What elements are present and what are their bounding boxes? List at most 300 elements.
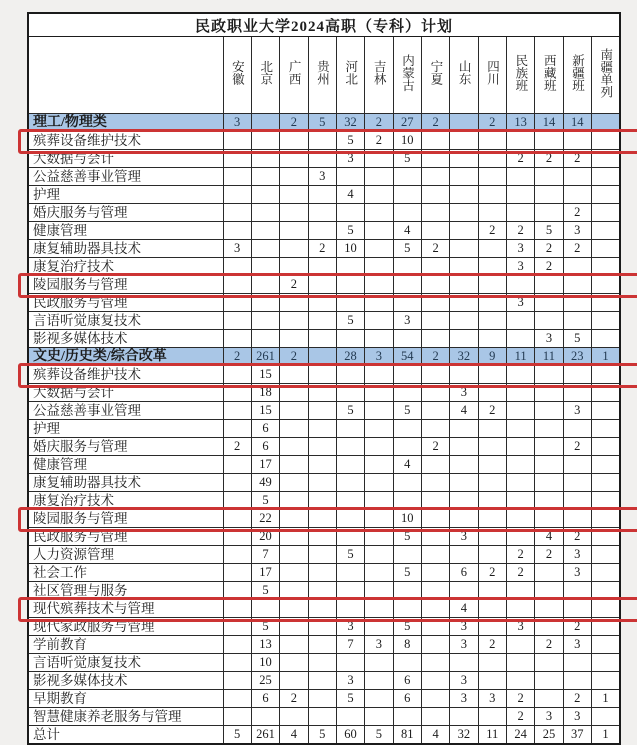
column-header [223, 37, 251, 114]
cell-value: 17 [251, 564, 279, 582]
cell-value: 1 [591, 690, 619, 708]
cell-value: 1 [591, 348, 619, 366]
cell-value [506, 384, 534, 402]
cell-value: 2 [365, 132, 393, 150]
cell-value [308, 384, 336, 402]
cell-value [251, 258, 279, 276]
cell-value [421, 204, 449, 222]
cell-value [365, 240, 393, 258]
cell-value [223, 402, 251, 420]
cell-value [563, 672, 591, 690]
table-row [28, 528, 620, 546]
cell-value [365, 222, 393, 240]
cell-value: 3 [535, 330, 563, 348]
cell-value [223, 672, 251, 690]
cell-value [251, 150, 279, 168]
table-row [28, 222, 620, 240]
cell-value [450, 438, 478, 456]
cell-value [280, 546, 308, 564]
cell-value: 20 [251, 528, 279, 546]
cell-value [308, 672, 336, 690]
cell-value [563, 654, 591, 672]
cell-value [336, 456, 364, 474]
cell-value [280, 492, 308, 510]
cell-value [591, 204, 619, 222]
column-header-label: 吉林 [372, 60, 387, 85]
cell-value [478, 294, 506, 312]
cell-value [308, 132, 336, 150]
cell-value: 2 [478, 222, 506, 240]
cell-value: 81 [393, 726, 421, 745]
cell-value [365, 618, 393, 636]
program-label: 婚庆服务与管理 [28, 438, 223, 456]
cell-value: 49 [251, 474, 279, 492]
cell-value [393, 330, 421, 348]
cell-value [223, 546, 251, 564]
cell-value [478, 546, 506, 564]
cell-value [591, 636, 619, 654]
program-label: 言语听觉康复技术 [28, 654, 223, 672]
cell-value: 3 [223, 240, 251, 258]
cell-value: 2 [563, 204, 591, 222]
cell-value [223, 366, 251, 384]
cell-value [450, 366, 478, 384]
cell-value: 2 [280, 690, 308, 708]
table-row [28, 132, 620, 150]
cell-value [336, 582, 364, 600]
cell-value [393, 600, 421, 618]
cell-value [591, 420, 619, 438]
cell-value [535, 168, 563, 186]
cell-value [280, 258, 308, 276]
column-header [336, 37, 364, 114]
cell-value [280, 384, 308, 402]
table-row [28, 600, 620, 618]
cell-value: 23 [563, 348, 591, 366]
cell-value [563, 312, 591, 330]
cell-value [478, 132, 506, 150]
table-body [28, 114, 620, 745]
cell-value [336, 654, 364, 672]
cell-value: 11 [506, 348, 534, 366]
cell-value [506, 330, 534, 348]
cell-value [421, 708, 449, 726]
program-label: 影视多媒体技术 [28, 672, 223, 690]
cell-value [280, 186, 308, 204]
cell-value: 3 [450, 636, 478, 654]
cell-value: 5 [251, 582, 279, 600]
program-label: 大数据与会计 [28, 150, 223, 168]
cell-value: 7 [336, 636, 364, 654]
cell-value [308, 312, 336, 330]
cell-value [535, 294, 563, 312]
cell-value [308, 636, 336, 654]
program-label: 殡葬设备维护技术 [28, 366, 223, 384]
cell-value: 3 [563, 222, 591, 240]
cell-value [421, 618, 449, 636]
cell-value [450, 150, 478, 168]
program-label: 康复辅助器具技术 [28, 240, 223, 258]
cell-value [223, 708, 251, 726]
cell-value [223, 528, 251, 546]
cell-value [308, 708, 336, 726]
cell-value [393, 582, 421, 600]
cell-value: 3 [450, 384, 478, 402]
cell-value [393, 654, 421, 672]
cell-value [308, 366, 336, 384]
cell-value [450, 258, 478, 276]
cell-value [336, 168, 364, 186]
cell-value [478, 672, 506, 690]
column-header-row [28, 37, 620, 114]
cell-value: 2 [280, 276, 308, 294]
cell-value [421, 690, 449, 708]
cell-value: 2 [478, 636, 506, 654]
cell-value [478, 168, 506, 186]
cell-value: 2 [506, 546, 534, 564]
cell-value: 2 [563, 690, 591, 708]
program-label: 护理 [28, 420, 223, 438]
cell-value: 5 [393, 150, 421, 168]
cell-value [393, 294, 421, 312]
column-header-label: 西藏班 [542, 53, 557, 92]
cell-value [591, 582, 619, 600]
program-label: 言语听觉康复技术 [28, 312, 223, 330]
cell-value [563, 366, 591, 384]
table-row [28, 168, 620, 186]
cell-value [365, 546, 393, 564]
cell-value: 14 [563, 114, 591, 132]
cell-value [365, 384, 393, 402]
section-header-row [28, 114, 620, 132]
cell-value [591, 366, 619, 384]
cell-value: 27 [393, 114, 421, 132]
program-label: 康复治疗技术 [28, 492, 223, 510]
cell-value [336, 564, 364, 582]
cell-value [365, 168, 393, 186]
cell-value [223, 294, 251, 312]
cell-value [535, 672, 563, 690]
cell-value [535, 618, 563, 636]
cell-value: 24 [506, 726, 534, 745]
cell-value [450, 240, 478, 258]
cell-value [450, 204, 478, 222]
cell-value [365, 312, 393, 330]
cell-value [535, 438, 563, 456]
cell-value [421, 132, 449, 150]
cell-value: 5 [251, 618, 279, 636]
cell-value: 2 [535, 258, 563, 276]
table-row [28, 672, 620, 690]
cell-value [308, 204, 336, 222]
cell-value: 5 [223, 726, 251, 745]
column-header [251, 37, 279, 114]
cell-value [563, 600, 591, 618]
table-row [28, 690, 620, 708]
cell-value: 3 [450, 690, 478, 708]
cell-value [280, 600, 308, 618]
table-title: 民政职业大学2024高职（专科）计划 [28, 13, 620, 37]
cell-value [308, 276, 336, 294]
program-label: 学前教育 [28, 636, 223, 654]
cell-value [308, 456, 336, 474]
cell-value [563, 132, 591, 150]
cell-value [450, 186, 478, 204]
cell-value [478, 186, 506, 204]
section-label: 理工/物理类 [28, 114, 223, 132]
cell-value [393, 708, 421, 726]
column-header [450, 37, 478, 114]
cell-value [506, 366, 534, 384]
cell-value: 5 [251, 492, 279, 510]
cell-value [308, 564, 336, 582]
cell-value: 2 [308, 240, 336, 258]
cell-value [450, 132, 478, 150]
cell-value [251, 276, 279, 294]
cell-value [478, 618, 506, 636]
cell-value [450, 546, 478, 564]
cell-value: 6 [393, 690, 421, 708]
cell-value: 3 [506, 618, 534, 636]
cell-value [365, 528, 393, 546]
cell-value [506, 654, 534, 672]
cell-value: 1 [591, 726, 619, 745]
cell-value: 10 [251, 654, 279, 672]
cell-value: 5 [535, 222, 563, 240]
cell-value [280, 294, 308, 312]
cell-value [308, 330, 336, 348]
cell-value [308, 618, 336, 636]
cell-value [365, 708, 393, 726]
table-row [28, 240, 620, 258]
cell-value [450, 654, 478, 672]
cell-value [251, 186, 279, 204]
cell-value [223, 474, 251, 492]
cell-value: 13 [251, 636, 279, 654]
cell-value [421, 366, 449, 384]
cell-value [478, 438, 506, 456]
table-row [28, 366, 620, 384]
cell-value [393, 474, 421, 492]
table-row [28, 618, 620, 636]
cell-value [308, 528, 336, 546]
cell-value: 15 [251, 402, 279, 420]
cell-value [478, 384, 506, 402]
cell-value [251, 330, 279, 348]
cell-value [421, 168, 449, 186]
cell-value [223, 222, 251, 240]
program-label: 公益慈善事业管理 [28, 168, 223, 186]
cell-value: 5 [393, 528, 421, 546]
cell-value [393, 366, 421, 384]
cell-value [251, 222, 279, 240]
cell-value [393, 384, 421, 402]
cell-value: 2 [563, 618, 591, 636]
cell-value [393, 420, 421, 438]
cell-value: 32 [336, 114, 364, 132]
cell-value [308, 474, 336, 492]
cell-value: 10 [336, 240, 364, 258]
table-row [28, 636, 620, 654]
column-header [308, 37, 336, 114]
table-row [28, 186, 620, 204]
program-label: 健康管理 [28, 222, 223, 240]
cell-value [365, 204, 393, 222]
program-label: 智慧健康养老服务与管理 [28, 708, 223, 726]
cell-value [280, 636, 308, 654]
cell-value [591, 150, 619, 168]
cell-value: 3 [478, 690, 506, 708]
cell-value [365, 474, 393, 492]
cell-value [478, 366, 506, 384]
cell-value [450, 492, 478, 510]
cell-value: 9 [478, 348, 506, 366]
cell-value [450, 222, 478, 240]
cell-value [421, 654, 449, 672]
cell-value [421, 546, 449, 564]
table-row [28, 312, 620, 330]
cell-value [223, 600, 251, 618]
cell-value [535, 654, 563, 672]
cell-value: 15 [251, 366, 279, 384]
cell-value [478, 276, 506, 294]
cell-value: 2 [563, 528, 591, 546]
cell-value: 3 [535, 708, 563, 726]
cell-value [365, 258, 393, 276]
cell-value [563, 384, 591, 402]
cell-value [365, 654, 393, 672]
cell-value [450, 312, 478, 330]
cell-value [336, 492, 364, 510]
cell-value [591, 168, 619, 186]
cell-value [591, 438, 619, 456]
cell-value [280, 672, 308, 690]
cell-value [563, 276, 591, 294]
table-title-row [28, 13, 620, 37]
cell-value: 261 [251, 726, 279, 745]
cell-value: 2 [506, 690, 534, 708]
cell-value [535, 312, 563, 330]
cell-value [535, 690, 563, 708]
table-row [28, 654, 620, 672]
program-label: 大数据与会计 [28, 384, 223, 402]
cell-value [478, 312, 506, 330]
cell-value [591, 132, 619, 150]
cell-value: 2 [223, 348, 251, 366]
cell-value [223, 420, 251, 438]
column-header-label: 河北 [343, 60, 358, 85]
cell-value [450, 420, 478, 438]
cell-value [506, 420, 534, 438]
cell-value: 6 [251, 690, 279, 708]
column-header [365, 37, 393, 114]
cell-value [336, 204, 364, 222]
cell-value: 5 [393, 402, 421, 420]
cell-value [506, 582, 534, 600]
cell-value [393, 186, 421, 204]
cell-value [421, 330, 449, 348]
cell-value [365, 276, 393, 294]
cell-value [280, 222, 308, 240]
cell-value: 5 [393, 564, 421, 582]
cell-value [478, 528, 506, 546]
cell-value [506, 528, 534, 546]
cell-value: 2 [478, 114, 506, 132]
cell-value [591, 312, 619, 330]
table-row [28, 474, 620, 492]
cell-value: 5 [393, 240, 421, 258]
cell-value: 3 [450, 618, 478, 636]
cell-value [506, 168, 534, 186]
cell-value [365, 510, 393, 528]
cell-value: 6 [251, 438, 279, 456]
table-row [28, 402, 620, 420]
program-label: 康复辅助器具技术 [28, 474, 223, 492]
cell-value: 28 [336, 348, 364, 366]
program-label: 民政服务与管理 [28, 528, 223, 546]
cell-value [308, 222, 336, 240]
cell-value [280, 474, 308, 492]
cell-value [251, 204, 279, 222]
cell-value [450, 294, 478, 312]
cell-value [563, 186, 591, 204]
program-label: 现代家政服务与管理 [28, 618, 223, 636]
cell-value [421, 528, 449, 546]
cell-value [591, 564, 619, 582]
cell-value: 11 [478, 726, 506, 745]
cell-value [450, 168, 478, 186]
cell-value [365, 186, 393, 204]
cell-value [280, 708, 308, 726]
column-header [478, 37, 506, 114]
cell-value [421, 186, 449, 204]
cell-value [280, 330, 308, 348]
cell-value [280, 204, 308, 222]
cell-value [251, 168, 279, 186]
cell-value: 2 [506, 222, 534, 240]
cell-value [308, 420, 336, 438]
table-row [28, 150, 620, 168]
cell-value [421, 456, 449, 474]
cell-value [478, 456, 506, 474]
cell-value: 2 [280, 348, 308, 366]
cell-value: 25 [251, 672, 279, 690]
cell-value [591, 528, 619, 546]
cell-value [365, 600, 393, 618]
cell-value [478, 474, 506, 492]
table-row [28, 276, 620, 294]
column-header [591, 37, 619, 114]
cell-value [223, 276, 251, 294]
cell-value [478, 240, 506, 258]
cell-value: 11 [535, 348, 563, 366]
program-column-header [28, 37, 223, 114]
cell-value [450, 330, 478, 348]
cell-value: 3 [563, 636, 591, 654]
table-row [28, 420, 620, 438]
cell-value [421, 222, 449, 240]
cell-value [535, 600, 563, 618]
cell-value [393, 276, 421, 294]
cell-value: 13 [506, 114, 534, 132]
cell-value: 3 [393, 312, 421, 330]
cell-value [336, 438, 364, 456]
cell-value: 5 [563, 330, 591, 348]
cell-value [421, 564, 449, 582]
cell-value: 2 [223, 438, 251, 456]
cell-value [365, 150, 393, 168]
table-row [28, 330, 620, 348]
